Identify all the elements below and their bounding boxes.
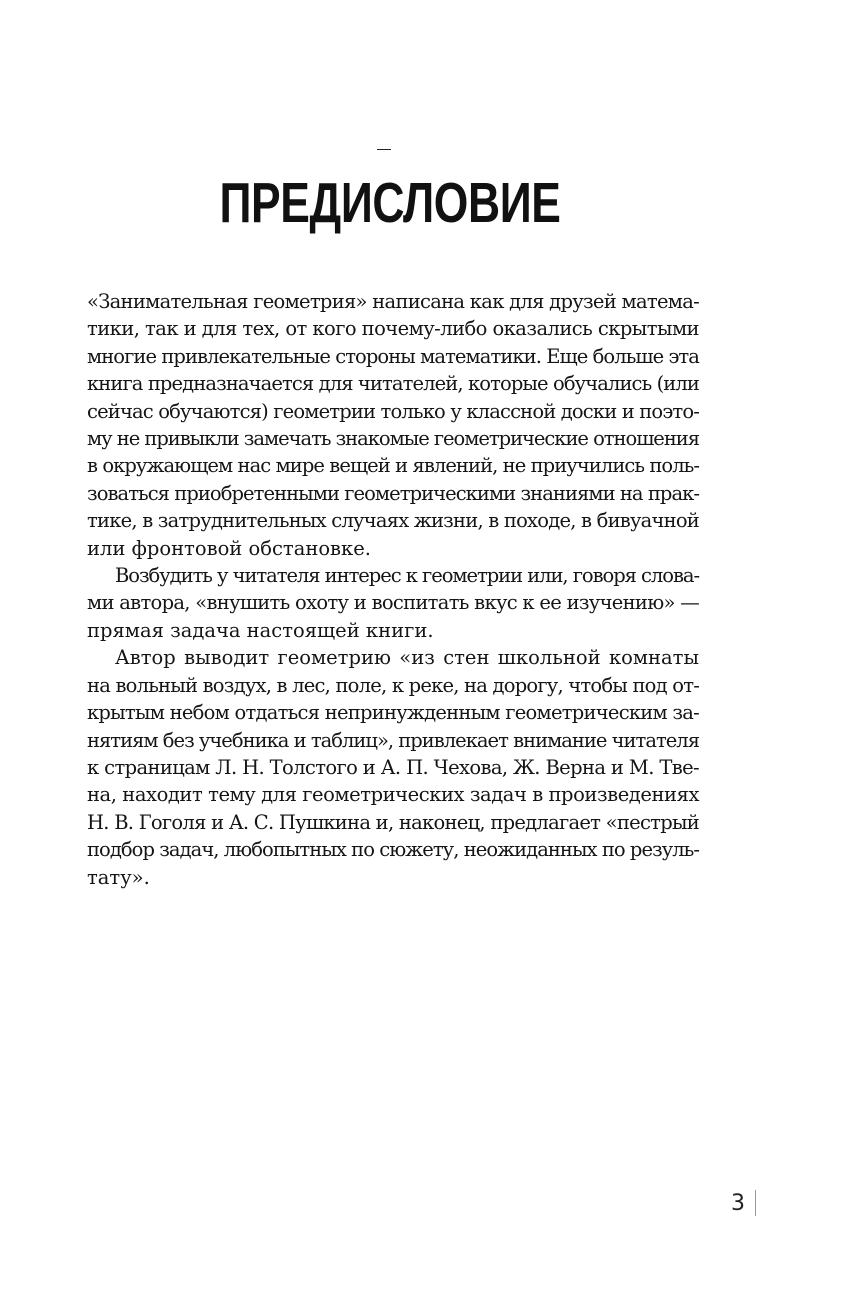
text-line: прямая задача настоящей книги. <box>87 618 434 642</box>
text-line: к страницам Л. Н. Толстого и А. П. Чехова, Ж. Верна и М. Тве- <box>87 755 699 779</box>
text-line: книга предназначается для читателей, которые обучались (или <box>87 372 699 396</box>
title-dash <box>377 149 391 150</box>
chapter-title: ПРЕДИСЛОВИЕ <box>219 171 561 235</box>
paragraph-3 <box>87 644 699 891</box>
text-line: тату». <box>87 865 150 889</box>
text-line: му не привыкли замечать знакомые геометрические отношения <box>87 427 700 451</box>
text-line: Возбудить у читателя интерес к геометрии или, говоря слова- <box>115 564 699 588</box>
text-line: сейчас обучаются) геометрии только у классной доски и поэто- <box>87 399 700 423</box>
text-line: ми автора, «внушить охоту и воспитать вкус к ее изучению» — <box>87 591 699 615</box>
text-line: тики, так и для тех, от кого почему-либо оказались скрытыми <box>87 317 699 341</box>
text-line: подбор задач, любопытных по сюжету, неожиданных по резуль- <box>87 838 699 862</box>
text-line: или фронтовой обстановке. <box>87 536 371 560</box>
page-number: 3 <box>731 1191 745 1216</box>
text-line: крытым небом отдаться непринужденным геометрическим за- <box>87 701 700 725</box>
paragraph-1 <box>87 288 699 562</box>
text-line: нятиям без учебника и таблиц», привлекает внимание читателя <box>87 728 700 752</box>
page-number-rule <box>755 1190 756 1216</box>
text-line: Автор выводит геометрию «из стен школьной комнаты <box>115 646 699 670</box>
text-line: зоваться приобретенными геометрическими знаниями на прак- <box>87 481 700 505</box>
text-line: тике, в затруднительных случаях жизни, в походе, в бивуачной <box>87 509 700 533</box>
text-line: в окружающем нас мире вещей и явлений, не приучились поль- <box>87 454 700 478</box>
paragraph-2 <box>87 562 699 644</box>
text-line: многие привлекательные стороны математики. Еще больше эта <box>87 344 699 368</box>
text-line: на вольный воздух, в лес, поле, к реке, на дорогу, чтобы под от- <box>87 673 700 697</box>
body-text <box>87 288 699 891</box>
text-line: «Занимательная геометрия» написана как для друзей матема- <box>87 290 700 313</box>
text-line: Н. В. Гоголя и А. С. Пушкина и, наконец, предлагает «пестрый <box>87 810 699 834</box>
text-line: на, находит тему для геометрических задач в произведениях <box>87 783 699 807</box>
